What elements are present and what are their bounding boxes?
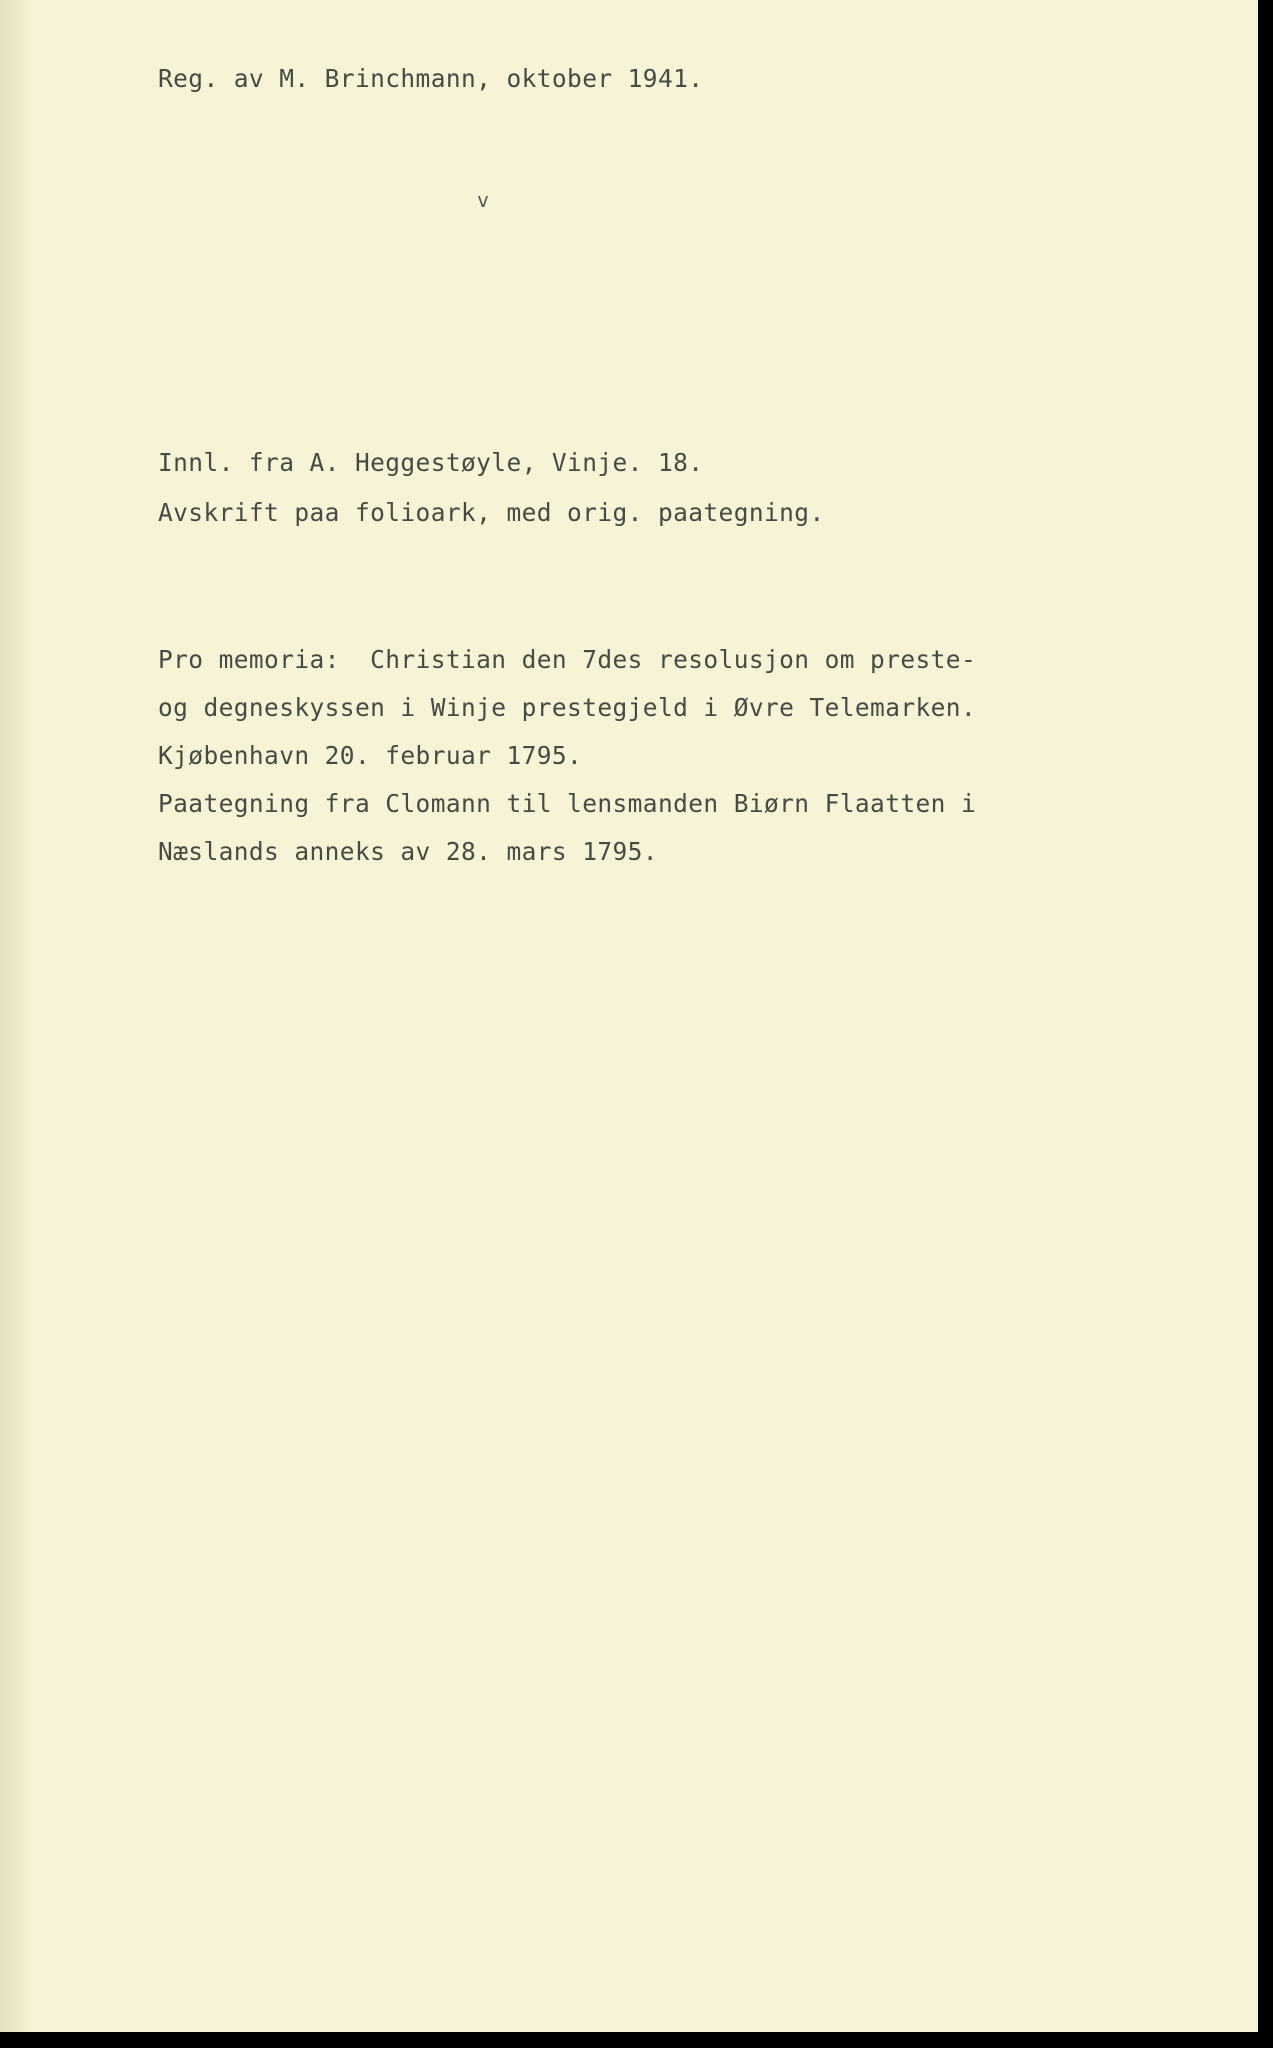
body-line-5: Næslands anneks av 28. mars 1795. xyxy=(158,837,658,866)
registration-line: Reg. av M. Brinchmann, oktober 1941. xyxy=(158,64,704,93)
intro-line-2: Avskrift paa folioark, med orig. paategning. xyxy=(158,498,825,527)
body-line-1: Pro memoria: Christian den 7des resolusjon om preste- xyxy=(158,645,977,674)
body-line-3: Kjøbenhavn 20. februar 1795. xyxy=(158,741,583,770)
body-line-4: Paategning fra Clomann til lensmanden Biørn Flaatten i xyxy=(158,789,977,818)
check-mark: v xyxy=(477,188,490,212)
intro-line-1: Innl. fra A. Heggestøyle, Vinje. 18. xyxy=(158,448,704,477)
body-line-2: og degneskyssen i Winje prestegjeld i Øvre Telemarken. xyxy=(158,693,977,722)
